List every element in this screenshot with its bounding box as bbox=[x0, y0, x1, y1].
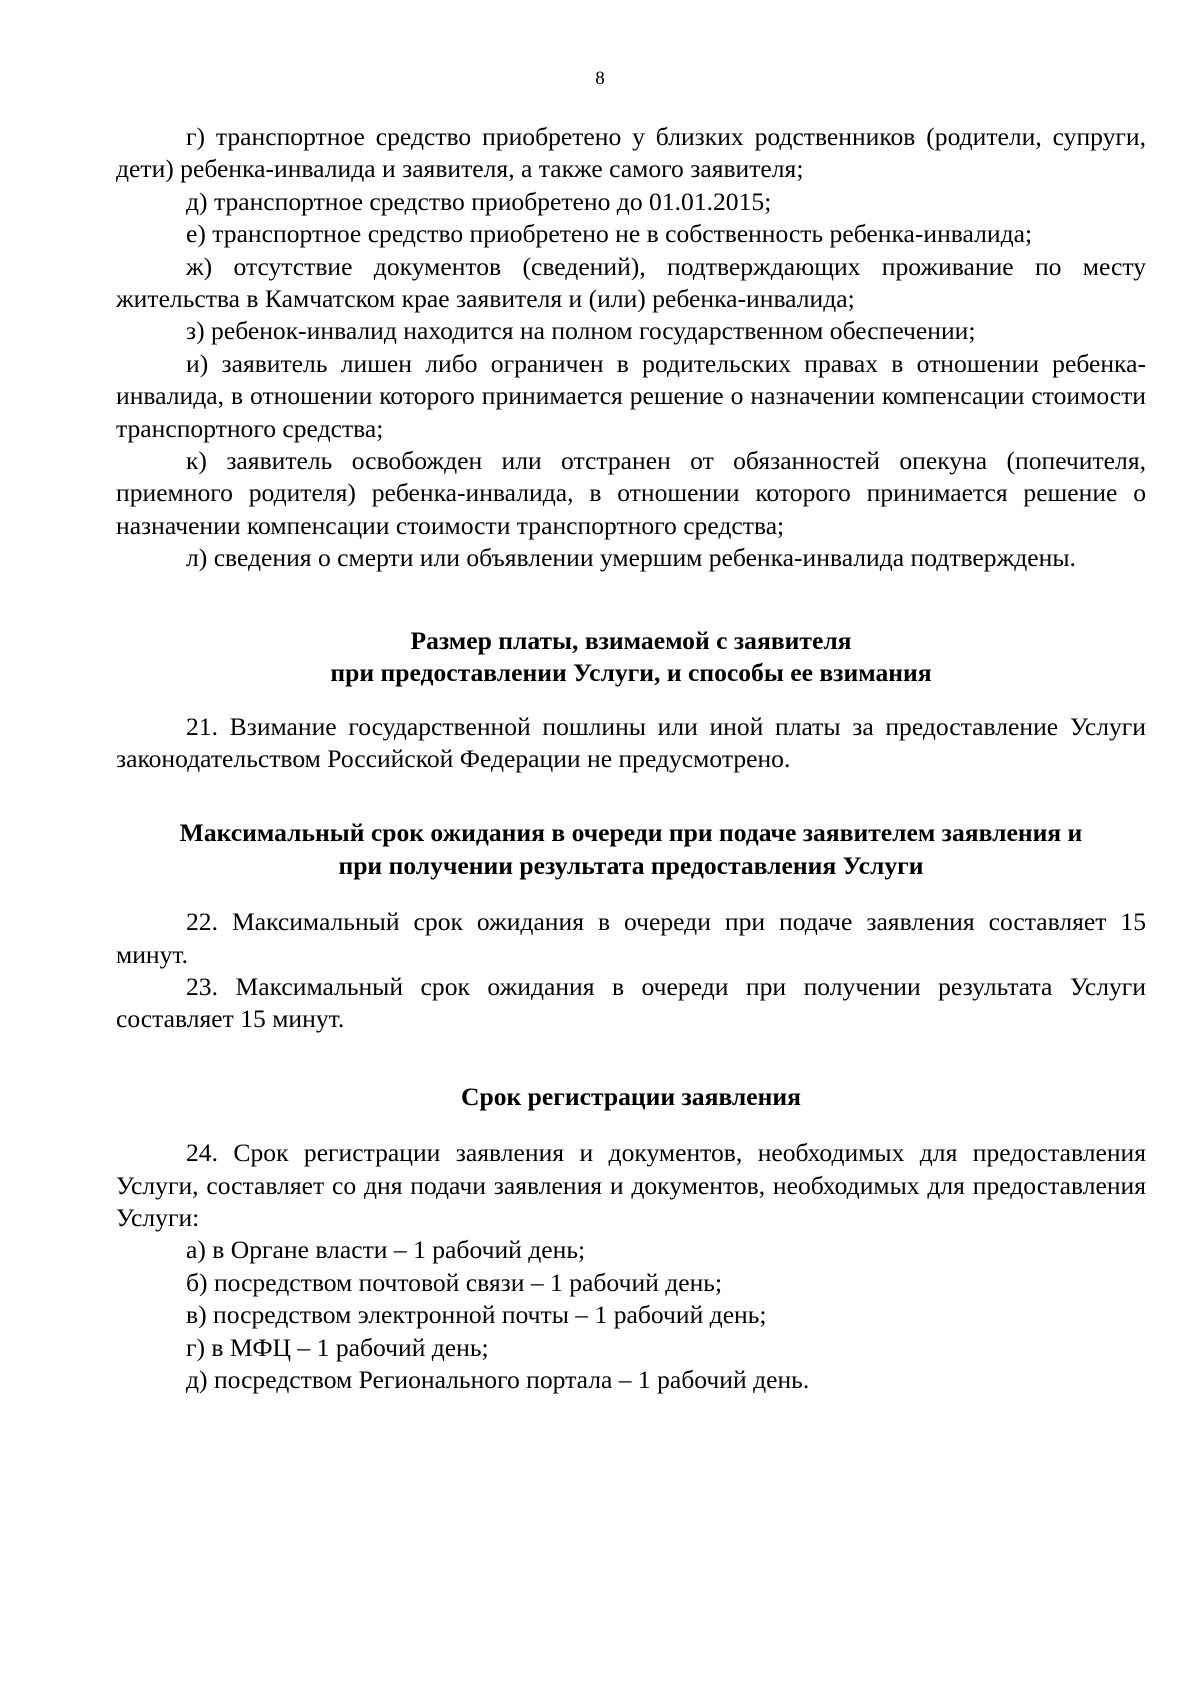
list-item: и) заявитель лишен либо ограничен в родительских правах в отношении ребенка-инвалида, в отношении которого принимается решение о назначении компенсации стоимости транспортного средства; bbox=[116, 348, 1146, 443]
section-heading-line: Размер платы, взимаемой с заявителя bbox=[410, 625, 852, 655]
section-heading bbox=[116, 817, 1146, 882]
list-item: е) транспортное средство приобретено не в собственность ребенка-инвалида; bbox=[186, 219, 1033, 249]
section-registration bbox=[116, 1081, 1146, 1397]
list-item: з) ребенок-инвалид находится на полном государственном обеспечении; bbox=[186, 316, 976, 346]
list-item: к) заявитель освобожден или отстранен от обязанностей опекуна (попечителя, приемного родителя) ребенка-инвалида, в отношении которого принимается решение о назначении компенсации стоимости транспортного средства; bbox=[116, 446, 1146, 540]
paragraph-24: 24. Срок регистрации заявления и документов, необходимых для предоставления Услуги, составляет со дня подачи заявления и документов, необходимых для предоставления Услуги: bbox=[116, 1138, 1146, 1232]
section-fee bbox=[116, 625, 1146, 776]
section-queue bbox=[116, 817, 1146, 1035]
list-item: в) посредством электронной почты – 1 рабочий день; bbox=[186, 1300, 767, 1330]
section-heading-line: при предоставлении Услуги, и способы ее взимания bbox=[330, 658, 932, 688]
list-item: г) транспортное средство приобретено у близких родственников (родители, супруги, дети) ребенка-инвалида и заявителя, а также самого заявителя; bbox=[116, 122, 1146, 184]
section-heading-line: при получении результата предоставления Услуги bbox=[338, 850, 924, 880]
list-item: б) посредством почтовой связи – 1 рабочий день; bbox=[186, 1267, 723, 1297]
list-item: г) в МФЦ – 1 рабочий день; bbox=[186, 1332, 489, 1362]
page-number: 8 bbox=[595, 68, 605, 89]
list-item: л) сведения о смерти или объявлении умершим ребенка-инвалида подтверждены. bbox=[186, 543, 1076, 573]
list-item: д) транспортное средство приобретено до 01.01.2015; bbox=[186, 186, 772, 216]
section-heading bbox=[116, 625, 1146, 690]
list-item: ж) отсутствие документов (сведений), подтверждающих проживание по месту жительства в Камчатском крае заявителя и (или) ребенка-инвалида; bbox=[116, 251, 1146, 314]
page-content bbox=[116, 121, 1146, 1396]
paragraph-21: 21. Взимание государственной пошлины или иной платы за предоставление Услуги законодательством Российской Федерации не предусмотрено. bbox=[116, 711, 1146, 773]
section-heading-line: Максимальный срок ожидания в очереди при подаче заявителем заявления и bbox=[179, 818, 1083, 848]
paragraph-22: 22. Максимальный срок ожидания в очереди при подаче заявления составляет 15 минут. bbox=[116, 907, 1146, 969]
list-continuation bbox=[116, 121, 1146, 575]
paragraph-23: 23. Максимальный срок ожидания в очереди при получении результата Услуги составляет 15 минут. bbox=[116, 971, 1146, 1034]
section-heading: Срок регистрации заявления bbox=[460, 1081, 801, 1111]
list-item: а) в Органе власти – 1 рабочий день; bbox=[186, 1235, 586, 1265]
list-item: д) посредством Регионального портала – 1 рабочий день. bbox=[186, 1365, 810, 1394]
